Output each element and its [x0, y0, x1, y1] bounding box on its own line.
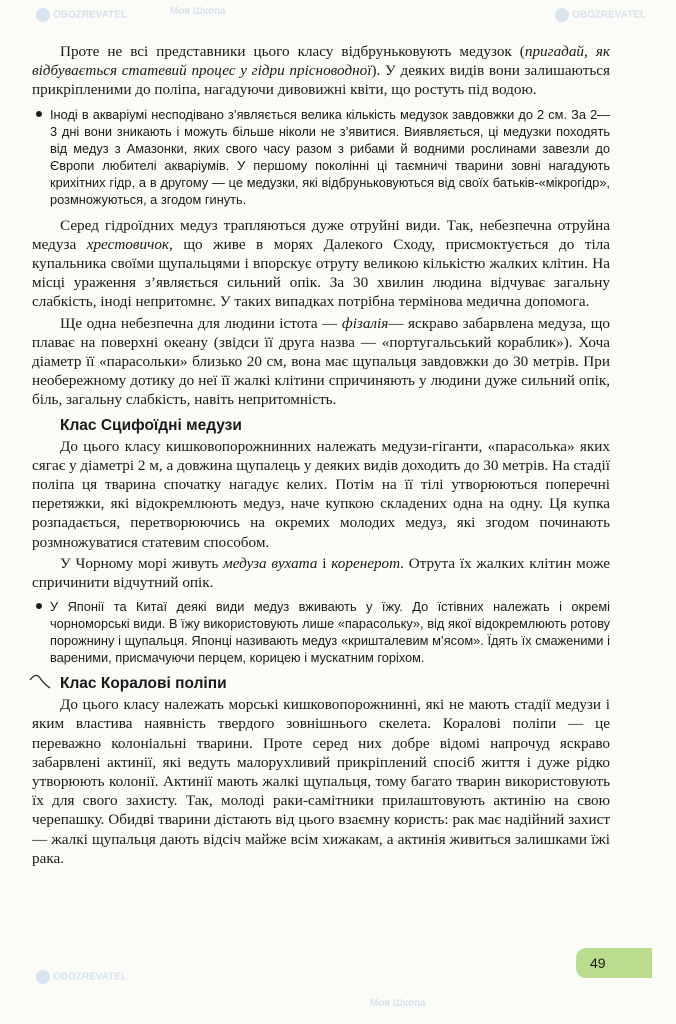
bullet-icon: [36, 111, 42, 117]
heading-anthozoa: Клас Коралові поліпи: [60, 675, 227, 693]
paragraph-1: Проте не всі представники цього класу відбруньковують медузок (пригадай, як відбувається статевий процес у гідри прісноводної). У деяких видів вони залишаються прикріпленими до поліпа, нагадуючи дивовижні квіти, що ростуть під водою.: [32, 43, 610, 99]
paragraph-4: До цього класу кишковопорожнинних належать медузи-гіганти, «парасолька» яких сягає у діаметрі 2 м, а довжина щупалець у деяких видів доходить до 30 метрів. На стадії поліпа ця тварина спочатку нагадує келих. Потім на її тілі утворюються поперечні перетяжки, які відокремлюють медуз, наче купкою складених одна на одну. Ця купка розпадається, перетворюючись на окремих молодих медуз, які згодом починають розмножуватися статевим способом.: [32, 437, 610, 551]
page-content: [32, 42, 610, 868]
pencil-mark-icon: [28, 670, 58, 694]
watermark-brand-text: OBOZREVATEL: [53, 971, 128, 983]
watermark-logo-icon: [36, 8, 50, 22]
page-number: 49: [576, 948, 652, 978]
watermark-school-text: Моя Школа: [370, 998, 426, 1009]
heading-scyphozoa: Клас Сцифоїдні медузи: [60, 416, 242, 434]
watermark-brand-text: OBOZREVATEL: [572, 9, 647, 21]
paragraph-3: Ще одна небезпечна для людини істота — фізалія— яскраво забарвлена медуза, що плаває на поверхні океану (звідси її друга назва — «португальський кораблик»). Хоча діаметр її «парасольки» близько 20 см, вона має щупальця завдовжки до 30 метрів. При необережному дотику до неї її жалкі клітини спричиняють у людини дуже сильний опік, біль, загальну слабкість, навіть непритомність.: [32, 314, 610, 409]
note-aquarium-medusas: Іноді в акваріумі несподівано з’являється велика кількість медузок завдовжки до 2 см. За 2—3 дні вони зникають і можуть більше ніколи не з’явитися. Виявляється, ці медузки походять від медуз з Амазонки, яких свого часу разом з рибами й водними рослинами завезли до Європи любителі акваріумів. У першому поколінні ці таємничі тварини зовні нагадують крихітних гідр, а в другому — це медузки, які відбруньковуються від своїх батьків-«мікрогідр», розмножуються, а згодом гинуть.: [50, 106, 610, 208]
watermark-bottom: [36, 970, 127, 984]
watermark-logo-icon: [36, 970, 50, 984]
watermark-logo-icon: [555, 8, 569, 22]
watermark-top: [36, 8, 127, 22]
heading-wrap-corals: [32, 674, 610, 694]
note-edible-medusas: У Японії та Китаї деякі види медуз вживають у їжу. До їстівних належать і окремі чорноморські види. В їжу використовують лише «парасольку», від якої відокремлюють ротову порожнину і щупальця. Японці називають медуз «кришталевим м’ясом». Їдять їх смаженими і вареними, присмачуючи перцем, корицею і мускатним горіхом.: [50, 598, 610, 666]
paragraph-2: Серед гідроїдних медуз трапляються дуже отруйні види. Так, небезпечна отруйна медуза хрестовичок, що живе в морях Далекого Сходу, присмоктується до тіла купальника своїми щупальцями і впорскує отруту великою кількістю жалких клітин. На місці ураження з’являється сильний опік. За 30 хвилин людина відчуває загальну слабкість, іноді непритомнє. У таких випадках потрібна термінова медична допомога.: [32, 216, 611, 311]
watermark-top-school: [170, 6, 226, 17]
paragraph-5: У Чорному морі живуть медуза вухата і коренерот. Отрута їх жалких клітин може спричинити відчутний опік.: [32, 554, 610, 592]
watermark-school-text: Моя Школа: [170, 6, 226, 17]
watermark-bottom-school: [370, 998, 426, 1009]
paragraph-6: До цього класу належать морські кишковопорожнинні, які не мають стадії медузи і яким властива наявність твердого зовнішнього скелета. Коралові поліпи — це переважно колоніальні тварини. Проте серед них добре відомі напрочуд яскраво забарвлені актинії, які ведуть малорухливий прикріплений спосіб життя і дуже рідко утворюють колонії. Актинії мають жалкі щупальця, тому багато тварин використовують їх для свого захисту. Так, молоді раки-самітники прилаштовують актинію на свою черепашку. Обидві тварини дістають від цього взаємну користь: рак має надійний захист — жалкі щупальця дають відсіч майже всім хижакам, а актинія живиться залишками їжі рака.: [32, 696, 610, 867]
bullet-icon: [36, 603, 42, 609]
watermark-brand-text: OBOZREVATEL: [53, 9, 128, 21]
watermark-top-right: [555, 8, 646, 22]
